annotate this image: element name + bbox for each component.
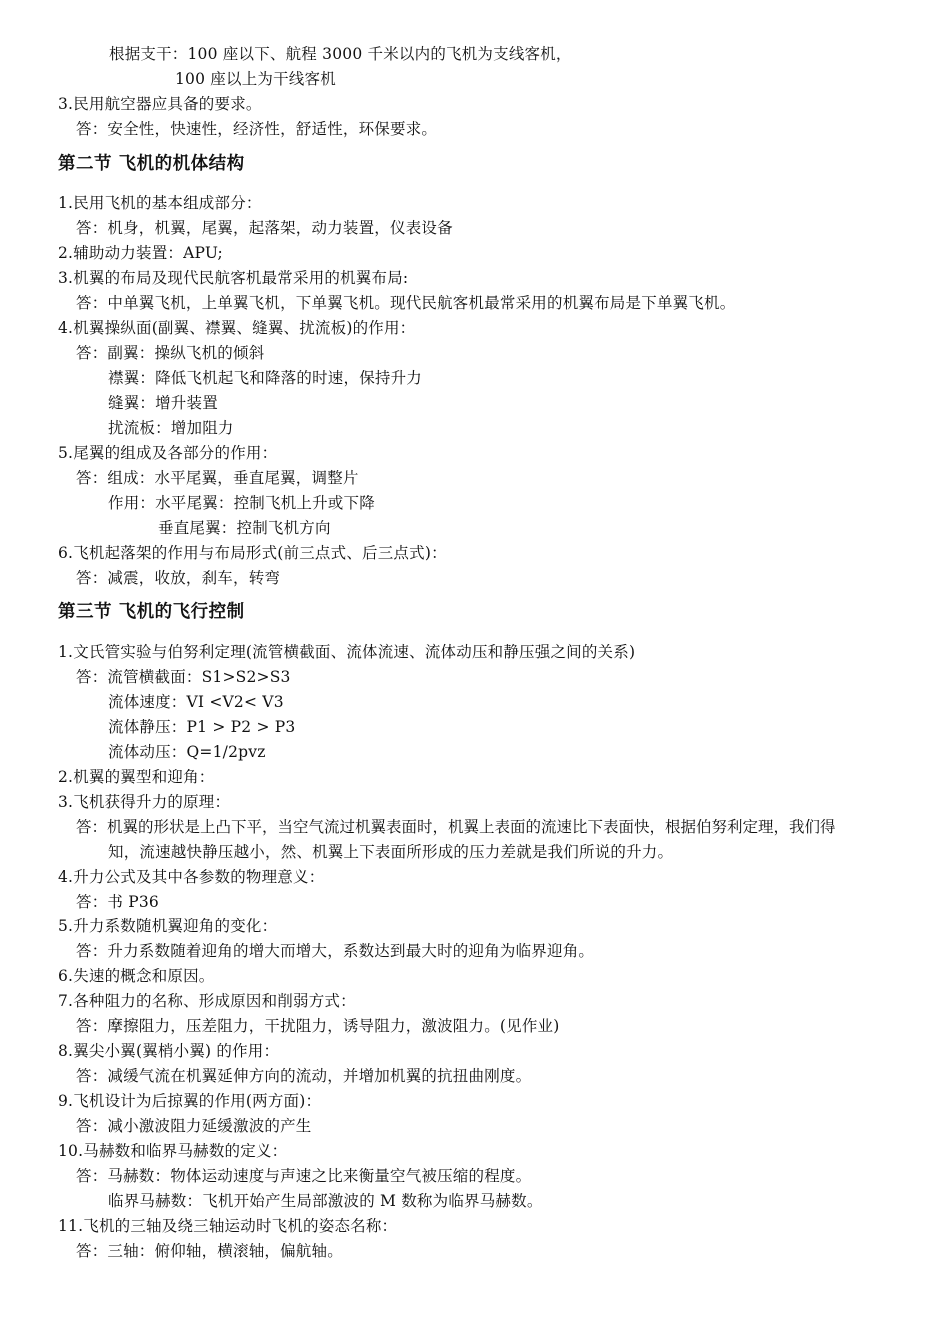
- question-line: 1.文氏管实验与伯努利定理(流管横截面、流体流速、流体动压和静压强之间的关系): [58, 643, 636, 661]
- question-line: 10.马赫数和临界马赫数的定义：: [58, 1142, 288, 1160]
- answer-line: 流体静压：P1 > P2 > P3: [108, 718, 296, 736]
- question-line: 4.升力公式及其中各参数的物理意义：: [58, 868, 325, 886]
- answer-line: 答：组成：水平尾翼，垂直尾翼，调整片: [76, 469, 359, 487]
- answer-line: 答：书 P36: [76, 893, 159, 911]
- answer-line: 答：减震，收放，刹车，转弯: [76, 569, 281, 587]
- section-heading: 第三节 飞机的飞行控制: [58, 602, 245, 622]
- answer-line: 扰流板：增加阻力: [108, 419, 234, 437]
- section-heading: 第二节 飞机的机体结构: [58, 154, 245, 174]
- question-line: 3.机翼的布局及现代民航客机最常采用的机翼布局:: [58, 269, 409, 287]
- question-line: 3.飞机获得升力的原理：: [58, 793, 231, 811]
- answer-line: 答：升力系数随着迎角的增大而增大，系数达到最大时的迎角为临界迎角。: [76, 942, 595, 960]
- text-line: 根据支干：100 座以下、航程 3000 千米以内的飞机为支线客机，: [109, 45, 572, 63]
- answer-line: 襟翼：降低飞机起飞和降落的时速，保持升力: [108, 369, 423, 387]
- question-line: 5.升力系数随机翼迎角的变化：: [58, 917, 278, 935]
- question-line: 8.翼尖小翼(翼梢小翼) 的作用：: [58, 1042, 280, 1060]
- question-line: 4.机翼操纵面(副翼、襟翼、缝翼、扰流板)的作用：: [58, 319, 416, 337]
- text-line: 100 座以上为干线客机: [175, 70, 336, 88]
- answer-line: 答：三轴：俯仰轴，横滚轴，偏航轴。: [76, 1242, 343, 1260]
- question-line: 2.辅助动力装置：APU;: [58, 244, 223, 262]
- question-line: 11.飞机的三轴及绕三轴运动时飞机的姿态名称：: [58, 1217, 398, 1235]
- question-line: 2.机翼的翼型和迎角：: [58, 768, 215, 786]
- question-line: 6.失速的概念和原因。: [58, 967, 215, 985]
- question-line: 7.各种阻力的名称、形成原因和削弱方式：: [58, 992, 356, 1010]
- answer-line: 答：副翼：操纵飞机的倾斜: [76, 344, 265, 362]
- question-line: 3.民用航空器应具备的要求。: [58, 95, 262, 113]
- answer-line: 答：减小激波阻力延缓激波的产生: [76, 1117, 312, 1135]
- answer-line: 流体速度：VI <V2< V3: [108, 693, 284, 711]
- answer-line: 答：中单翼飞机，上单翼飞机，下单翼飞机。现代民航客机最常采用的机翼布局是下单翼飞机。: [76, 294, 736, 312]
- answer-line: 知，流速越快静压越小，然、机翼上下表面所形成的压力差就是我们所说的升力。: [108, 843, 674, 861]
- answer-line: 答：摩擦阻力，压差阻力，干扰阻力，诱导阻力，激波阻力。(见作业): [76, 1017, 560, 1035]
- answer-line: 流体动压：Q=1/2pvz: [108, 743, 266, 761]
- answer-line: 答：安全性，快速性，经济性，舒适性，环保要求。: [76, 120, 438, 138]
- answer-line: 垂直尾翼：控制飞机方向: [158, 519, 331, 537]
- answer-line: 答：减缓气流在机翼延伸方向的流动，并增加机翼的抗扭曲刚度。: [76, 1067, 532, 1085]
- answer-line: 答：马赫数：物体运动速度与声速之比来衡量空气被压缩的程度。: [76, 1167, 532, 1185]
- question-line: 1.民用飞机的基本组成部分：: [58, 194, 262, 212]
- question-line: 6.飞机起落架的作用与布局形式(前三点式、后三点式)：: [58, 544, 447, 562]
- question-line: 9.飞机设计为后掠翼的作用(两方面)：: [58, 1092, 322, 1110]
- answer-line: 临界马赫数：飞机开始产生局部激波的 M 数称为临界马赫数。: [108, 1192, 543, 1210]
- answer-line: 答：流管横截面：S1>S2>S3: [76, 668, 291, 686]
- question-line: 5.尾翼的组成及各部分的作用：: [58, 444, 278, 462]
- answer-line: 答：机翼的形状是上凸下平，当空气流过机翼表面时，机翼上表面的流速比下表面快，根据伯努利定理，我们得: [76, 818, 836, 836]
- answer-line: 作用：水平尾翼：控制飞机上升或下降: [108, 494, 375, 512]
- answer-line: 缝翼：增升装置: [108, 394, 218, 412]
- answer-line: 答：机身，机翼，尾翼，起落架，动力装置，仪表设备: [76, 219, 453, 237]
